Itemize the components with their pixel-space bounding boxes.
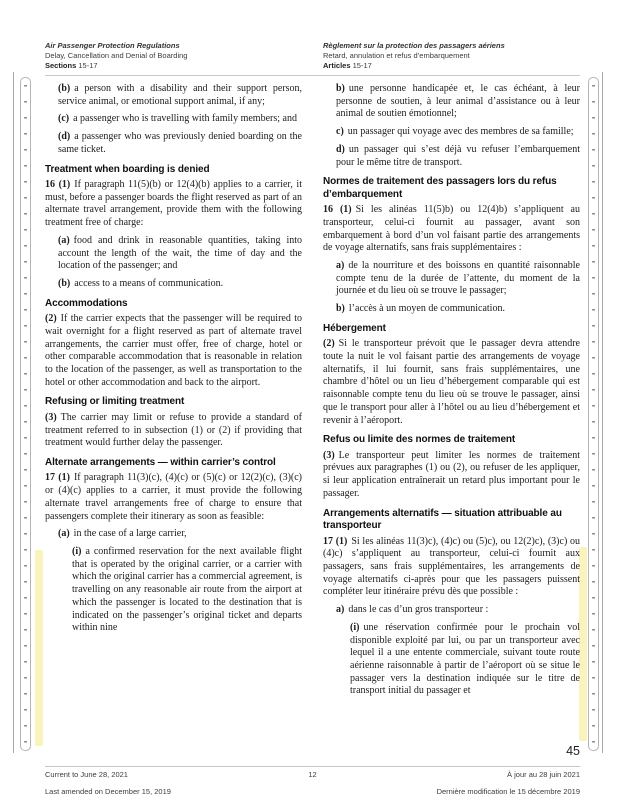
list-item: (b) a person with a disability and their support person, service animal, or emotional support animal, if any; (58, 83, 302, 107)
page-footer (45, 770, 580, 797)
right-margin-rule (602, 72, 603, 753)
section-range-fr (323, 61, 580, 71)
list-item: a) dans le cas d’un gros transporteur : (336, 604, 489, 616)
list-item: b) une personne handicapée et, le cas échéant, à leur personne de soutien, à leur animal d’assistance ou à leur animal de soutien émotionnel; (336, 83, 580, 120)
section-paragraph: (3) Le transporteur peut limiter les normes de traitement prévues aux paragraphes (1) ou (2), ou refuser de les appliquer, si leur application entraînerait un retard plus important pour le passager. (323, 449, 580, 499)
list-item: c) un passager qui voyage avec des membres de sa famille; (336, 126, 574, 138)
footer-divider (45, 766, 580, 767)
section-paragraph: (3) The carrier may limit or refuse to provide a standard of treatment referred to in subsection (1) or (2) if providing that treatment would further delay the passenger. (45, 411, 302, 449)
articles-label: Articles (323, 61, 351, 70)
footer-row-2 (45, 787, 580, 797)
sections-label: Sections (45, 61, 77, 70)
right-change-marker-strip (588, 77, 599, 751)
section-heading: Hébergement (323, 322, 386, 334)
section-paragraph: 17 (1) If paragraph 11(3)(c), (4)(c) or (5)(c) or 12(2)(c), (3)(c) or (4)(c) applies to a carrier, it must provide the following alternate travel arrangements free of charge to ensure that passengers complete their itinerary as soon as feasible: (45, 472, 302, 522)
last-amended-date: Last amended on December 15, 2019 (45, 787, 171, 796)
regulation-subtitle-en: Delay, Cancellation and Denial of Boarding (45, 51, 188, 60)
left-amendment-highlight (35, 550, 43, 746)
header-english (45, 41, 302, 71)
regulation-title-fr: Règlement sur la protection des passagers aériens (323, 41, 505, 50)
section-heading: Refus ou limite des normes de traitement (323, 434, 516, 446)
document-body (45, 83, 580, 745)
sub-list-item: (i) une réservation confirmée pour le prochain vol disponible exploité par lui, ou par un transporteur avec lequel il a une entente commerciale, suivant toute route aérienne raisonnable à partir de l’aéroport où se situe le passager vers la destination indiquée sur le titre de transport initial du passager et (350, 621, 580, 697)
list-item: d) un passager qui s’est déjà vu refuser l’embarquement pour le même titre de transport. (336, 143, 580, 168)
list-item: (c) a passenger who is travelling with family members; and (58, 113, 297, 125)
section-paragraph: (2) Si le transporteur prévoit que le passager devra attendre toute la nuit le vol faisant partie des arrangements de voyage alternatifs, il lui fournit, sans frais supplémentaires, une chambre d’hôtel ou un lieu d’hébergement comparable qui est raisonnable compte tenu du lieu où se trouve le passager, ainsi que le transport pour aller à l’hôtel ou au lieu d’hébergement et revenir à l’aéroport. (323, 338, 580, 426)
section-paragraph: (2) If the carrier expects that the passenger will be required to wait overnight for a flight reserved as part of alternate travel arrangements, the carrier must offer, free of charge, hotel or other comparable accommodation that is reasonable in relation to the location of the passenger, as well as transportation to the hotel or other accommodation and back to the airport. (45, 313, 302, 388)
page-header (45, 41, 580, 71)
list-item: (b) access to a means of communication. (58, 277, 224, 289)
regulation-subtitle-fr: Retard, annulation et refus d’embarquement (323, 51, 470, 60)
section-heading: Alternate arrangements — within carrier’s control (45, 456, 276, 468)
left-margin-rule (13, 72, 14, 753)
derniere-modification-date: Dernière modification le 15 décembre 2019 (436, 787, 580, 796)
section-paragraph: 17 (1) Si les alinéas 11(3)c), (4)c) ou (5)c), ou 12(2)c), (3)c) ou (4)c) s’appliquent au transporteur, celui-ci fournit aux passagers, sans frais supplémentaires, les arrangements de voyage alternatifs ci-après pour que les passagers puissent compléter leur itinéraire prévu dès que possible : (323, 535, 580, 598)
list-item: b) l’accès à un moyen de communication. (336, 303, 505, 315)
list-item: a) de la nourriture et des boissons en quantité raisonnable compte tenu de la durée de l’attente, du moment de la journée et du lieu où se trouve le passager; (336, 260, 580, 297)
section-heading: Arrangements alternatifs — situation attribuable au transporteur (323, 507, 562, 532)
section-range-en (45, 61, 302, 71)
articles-range: 15-17 (352, 61, 372, 70)
section-heading: Accommodations (45, 297, 128, 309)
section-heading: Refusing or limiting treatment (45, 396, 185, 408)
section-paragraph: 16 (1) Si les alinéas 11(5)b) ou 12(4)b) s’appliquent au transporteur, celui-ci fournit au passager, avant son embarquement à bord d’un vol faisant partie des arrangements de voyage alternatifs, sans frais supplémentaires : (323, 204, 580, 254)
current-to-date: Current to June 28, 2021 (45, 770, 128, 779)
header-divider (45, 75, 580, 76)
left-change-marker-strip (20, 77, 31, 751)
section-heading: Normes de traitement des passagers lors du refus d’embarquement (323, 176, 557, 200)
section-heading: Treatment when boarding is denied (45, 163, 210, 175)
revision-page-number: 45 (566, 744, 580, 758)
list-item: (a) in the case of a large carrier, (58, 528, 187, 540)
column-english (45, 83, 302, 745)
page-number: 12 (308, 770, 317, 779)
regulation-title-en: Air Passenger Protection Regulations (45, 41, 180, 50)
header-french (323, 41, 580, 71)
column-french (323, 83, 580, 745)
sub-list-item: (i) a confirmed reservation for the next available flight that is operated by the original carrier, or a carrier with which the original carrier has a commercial agreement, is travelling on any reasonable air route from the airport at which the passenger is located to the destination that is indicated on the passenger’s original ticket and departs within nine (72, 545, 302, 634)
list-item: (a) food and drink in reasonable quantities, taking into account the length of the wait, the time of day and the location of the passenger; and (58, 234, 302, 272)
a-jour-date: À jour au 28 juin 2021 (507, 770, 580, 779)
footer-row-1 (45, 770, 580, 780)
sections-range: 15-17 (78, 61, 98, 70)
section-paragraph: 16 (1) If paragraph 11(5)(b) or 12(4)(b) applies to a carrier, it must, before a passenger boards the flight reserved as part of an alternate travel arrangement, provide them with the following treatment free of charge: (45, 179, 302, 229)
right-amendment-highlight (579, 547, 587, 741)
list-item: (d) a passenger who was previously denied boarding on the same ticket. (58, 131, 302, 155)
